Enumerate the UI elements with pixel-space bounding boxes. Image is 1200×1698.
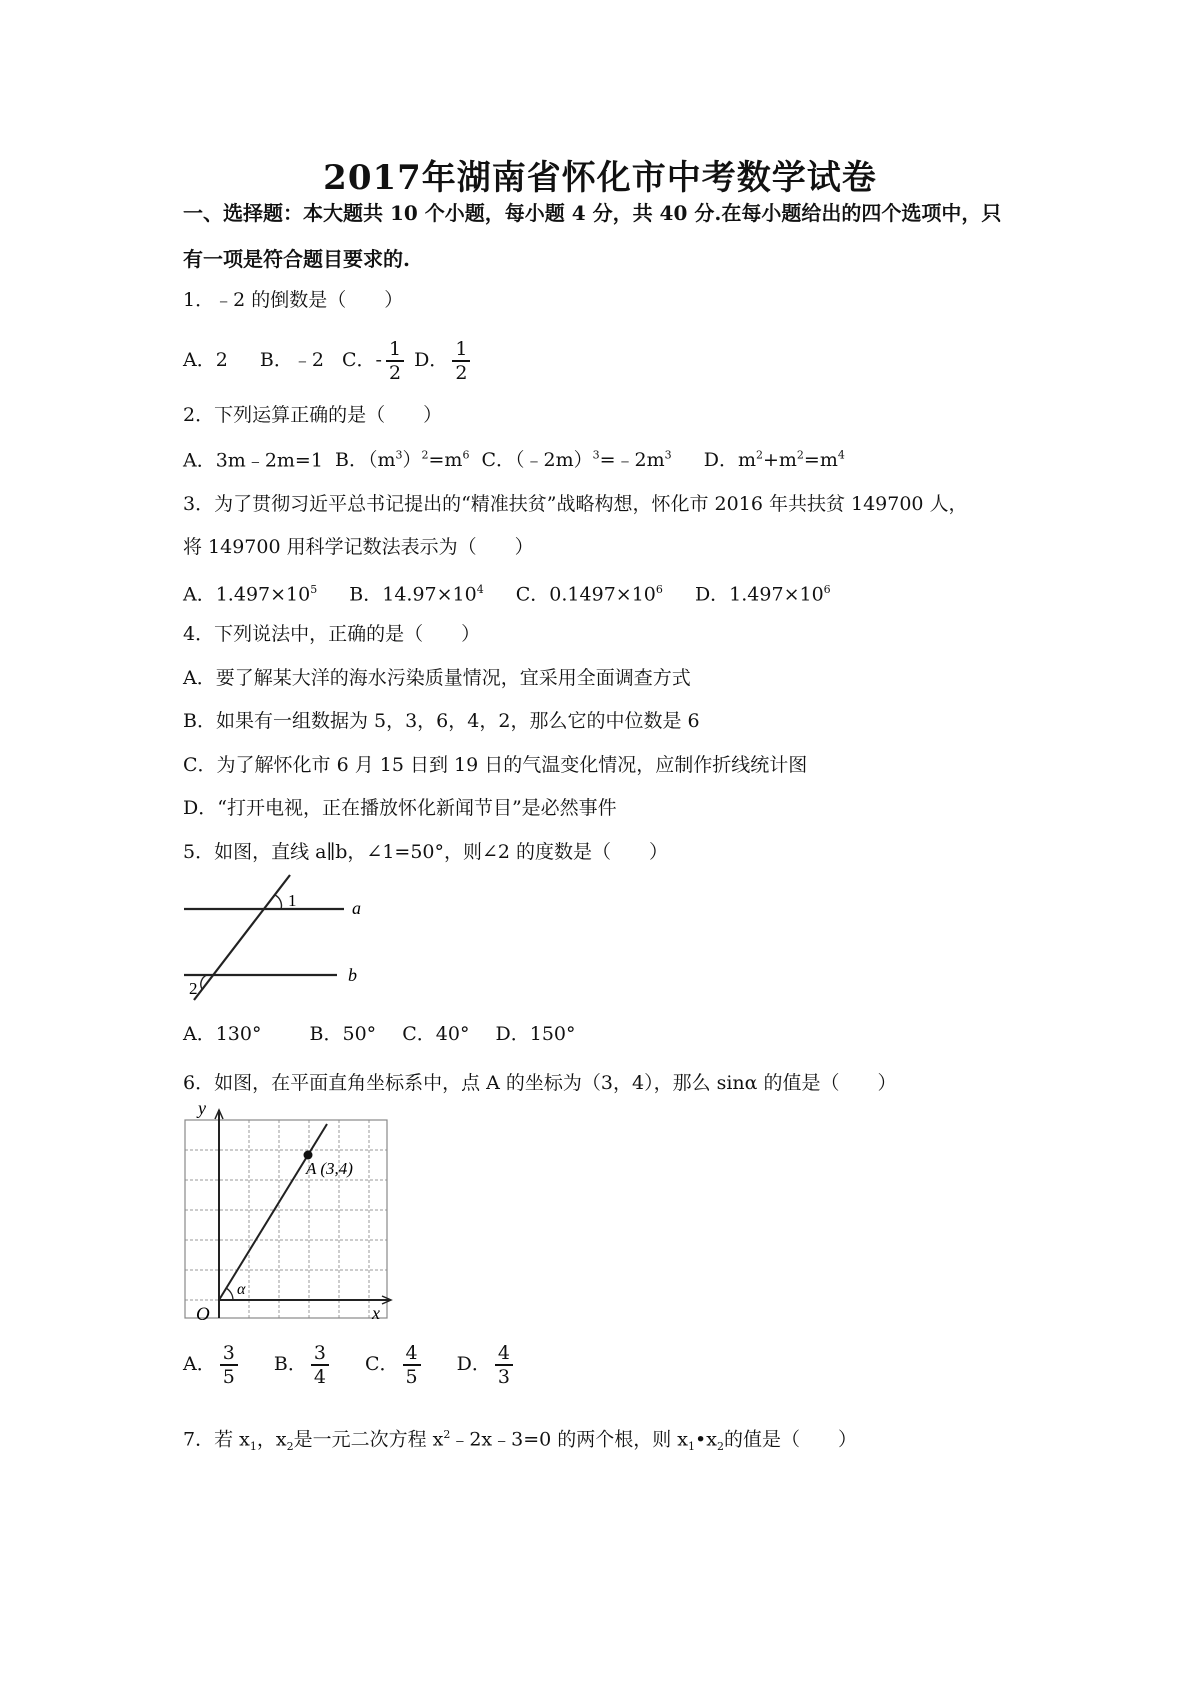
q5-options	[183, 1021, 602, 1047]
fraction-denominator: 5	[222, 1366, 235, 1388]
q7-stem	[183, 1422, 857, 1460]
text-part: C．0.1497×10	[515, 583, 656, 606]
q1-option-c	[341, 338, 414, 384]
q5-option-c: C．40°	[402, 1023, 470, 1045]
text-part: =m	[428, 449, 463, 472]
fraction-denominator: 2	[388, 362, 402, 384]
q3-options	[183, 577, 857, 607]
fraction-denominator: 2	[455, 362, 468, 384]
x-axis-label: x	[372, 1303, 380, 1323]
superscript: 3	[592, 449, 600, 462]
q3-option-c	[516, 577, 663, 607]
section-heading-line2: 有一项是符合题目要求的.	[183, 247, 410, 271]
page-title: 2017年湖南省怀化市中考数学试卷	[323, 158, 877, 198]
q2-stem: 2．下列运算正确的是（ ）	[183, 404, 443, 426]
text-part: ﹣2x﹣3=0 的两个根，则 x	[450, 1428, 689, 1451]
q4-stem: 4．下列说法中，正确的是（ ）	[183, 623, 481, 645]
q2-option-c	[481, 449, 671, 471]
text-part: 是一元二次方程 x	[293, 1428, 444, 1451]
q6-options	[183, 1342, 543, 1388]
q1-option-a: A．2	[183, 349, 228, 371]
point-a-label: A (3,4)	[306, 1159, 353, 1178]
line-a-label: a	[352, 898, 361, 918]
q1-option-d-fraction	[452, 338, 470, 384]
superscript: 2	[796, 449, 804, 462]
option-label: B．	[273, 1353, 307, 1375]
text-part: D．1.497×10	[694, 583, 824, 606]
text-part: B．14.97×10	[349, 583, 477, 606]
fraction-numerator: 3	[311, 1342, 329, 1366]
angle-2-label: 2	[189, 979, 198, 998]
line-b-label: b	[348, 965, 357, 985]
q6-option-b	[274, 1342, 333, 1388]
superscript: 4	[476, 583, 484, 596]
text-part: 7．若 x	[183, 1428, 250, 1451]
q5-stem: 5．如图，直线 a∥b，∠1=50°，则∠2 的度数是（ ）	[183, 841, 669, 863]
fraction-numerator: 4	[495, 1342, 513, 1366]
text-part: B．（m	[335, 449, 396, 472]
q1-stem: 1．﹣2 的倒数是（ ）	[183, 289, 404, 311]
text-part: D．m	[703, 449, 756, 472]
subscript: 1	[249, 1440, 257, 1454]
option-fraction	[311, 1342, 329, 1388]
q4-option-c: C．为了解怀化市 6 月 15 日到 19 日的气温变化情况，应制作折线统计图	[183, 754, 808, 776]
q3-stem-line1: 3．为了贯彻习近平总书记提出的“精准扶贫”战略构想，怀化市 2016 年共扶贫 149700 人，	[183, 493, 968, 515]
angle-1-arc	[275, 895, 281, 909]
q1-options	[183, 338, 474, 384]
fraction-numerator: 1	[452, 338, 470, 362]
q1-option-c-sign: -	[375, 349, 382, 371]
option-fraction	[220, 1342, 238, 1388]
q5-option-a: A．130°	[183, 1023, 262, 1045]
q1-option-b: B．﹣2	[259, 349, 324, 371]
q3-stem-line2: 将 149700 用科学记数法表示为（ ）	[183, 536, 534, 558]
alpha-label: α	[237, 1281, 246, 1298]
fraction-denominator: 4	[313, 1366, 326, 1388]
text-part: +m	[762, 449, 797, 472]
q2-option-d	[704, 449, 845, 471]
q2-option-b	[335, 449, 469, 471]
superscript: 2	[755, 449, 763, 462]
subscript: 1	[688, 1440, 696, 1454]
superscript: 6	[462, 449, 470, 462]
option-fraction	[403, 1342, 421, 1388]
q6-option-a	[183, 1342, 242, 1388]
superscript: 6	[823, 583, 831, 596]
fraction-numerator: 4	[403, 1342, 421, 1366]
q5-option-d: D．150°	[495, 1023, 576, 1045]
angle-1-label: 1	[288, 891, 297, 910]
q6-option-d	[457, 1342, 517, 1388]
q4-option-b: B．如果有一组数据为 5，3，6，4，2，那么它的中位数是 6	[183, 710, 700, 732]
section-heading-line1: 一、选择题：本大题共 10 个小题，每小题 4 分，共 40 分.在每小题给出的四个选项中，只	[183, 201, 1002, 225]
option-label: D．	[456, 1353, 491, 1375]
fraction-numerator: 3	[220, 1342, 238, 1366]
fraction-denominator: 5	[405, 1366, 418, 1388]
q4-option-d: D．“打开电视，正在播放怀化新闻节目”是必然事件	[183, 797, 617, 819]
superscript: 2	[421, 449, 429, 462]
superscript: 5	[310, 583, 318, 596]
q5-parallel-lines-figure	[182, 872, 382, 1012]
text-part: •x	[695, 1428, 717, 1451]
text-part: C．（﹣2m）	[481, 449, 593, 472]
transversal-line	[194, 875, 290, 1000]
fraction-denominator: 3	[497, 1366, 510, 1388]
subscript: 2	[286, 1440, 294, 1454]
superscript: 6	[655, 583, 663, 596]
superscript: 3	[395, 449, 403, 462]
subscript: 2	[716, 1440, 724, 1454]
y-axis-label: y	[198, 1100, 206, 1118]
option-label: C．	[364, 1353, 399, 1375]
q1-option-d-label: D．	[414, 349, 449, 371]
text-part: =m	[803, 449, 838, 472]
text-part: ）	[402, 449, 422, 472]
q3-option-b	[349, 577, 483, 607]
angle-alpha-arc	[226, 1288, 233, 1300]
q1-option-c-fraction	[386, 338, 404, 384]
q4-option-a: A．要了解某大洋的海水污染质量情况，宜采用全面调查方式	[183, 667, 691, 689]
option-label: A．	[183, 1353, 216, 1375]
q3-option-a	[183, 577, 317, 607]
text-part: A．1.497×10	[183, 583, 311, 606]
grid-lines	[185, 1120, 387, 1318]
q6-option-c	[365, 1342, 425, 1388]
q3-option-d	[695, 577, 831, 607]
q5-option-b: B．50°	[309, 1023, 377, 1045]
text-part: ，x	[256, 1428, 287, 1451]
q1-option-c-label: C．	[341, 349, 376, 371]
q2-options	[183, 443, 845, 473]
text-part: =﹣2m	[599, 449, 665, 472]
text-part: 的值是（ ）	[723, 1428, 857, 1451]
q2-option-a: A．3m﹣2m=1	[183, 449, 323, 472]
q6-coordinate-grid-figure	[182, 1100, 397, 1325]
q6-stem: 6．如图，在平面直角坐标系中，点 A 的坐标为（3，4），那么 sinα 的值是（ ）	[183, 1072, 897, 1094]
fraction-numerator: 1	[386, 338, 404, 362]
q1-option-d	[414, 338, 474, 384]
superscript: 3	[664, 449, 672, 462]
superscript: 4	[837, 449, 845, 462]
option-fraction	[495, 1342, 513, 1388]
superscript: 2	[443, 1428, 451, 1441]
origin-label: O	[196, 1304, 210, 1325]
